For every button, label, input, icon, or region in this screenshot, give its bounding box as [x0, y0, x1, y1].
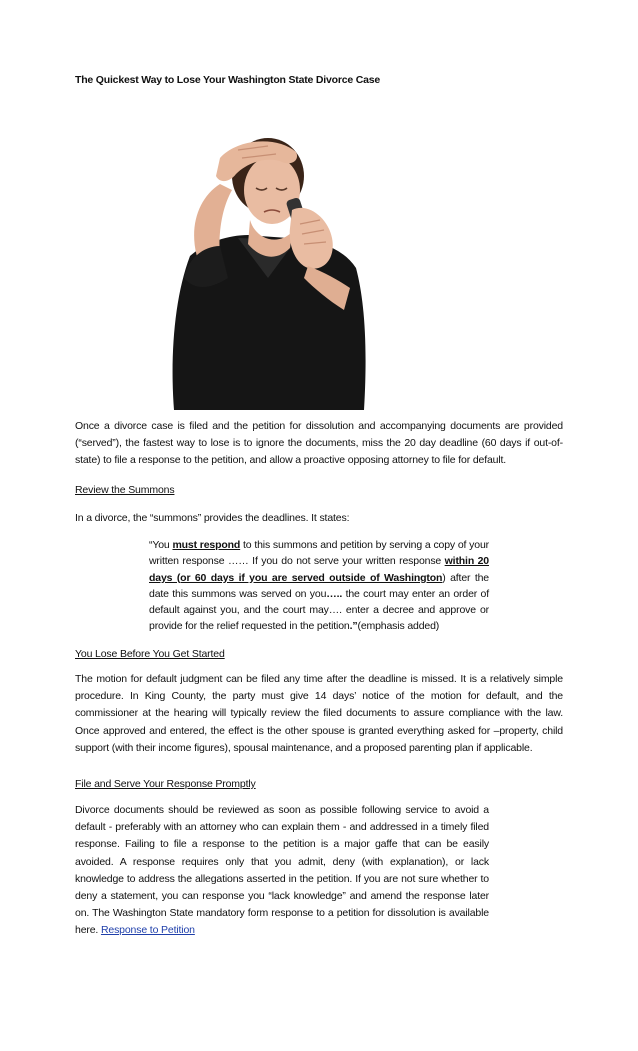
- quote-emphasis-deadline: within 20 days (or 60 days if you are served outside of Washington: [149, 555, 489, 584]
- response-to-petition-link[interactable]: Response to Petition: [100, 924, 195, 937]
- stressed-man-on-phone-photo: [168, 128, 373, 410]
- summons-lead-text: In a divorce, the “summons” provides the deadlines. It states:: [75, 512, 350, 524]
- quote-text: the court may enter an order of default against you, and the court may…. enter a decree and approve or provide for the relief requested in the petition: [149, 587, 490, 633]
- quote-text: “You: [149, 539, 173, 551]
- quote-emphasis-ellipsis: …..: [326, 587, 343, 600]
- summons-quote: [149, 537, 489, 635]
- file-response-paragraph: [75, 802, 489, 940]
- file-response-text: Divorce documents should be reviewed as soon as possible following service to avoid a default - preferably with an attorney who can explain them - and addressed in a timely filed response. Failing to file a response to the petition is a major gaffe that can be easily avoided. A response requires only that you admit, deny (with explanation), or lack knowledge to address the allegations asserted in the petition. If you are not sure whether to deny a statement, you can response you “lack knowledge” and amend the response later on. The Washington State mandatory form response to a petition for dissolution is available here.: [75, 804, 489, 937]
- quote-text: (emphasis added): [357, 620, 440, 633]
- quote-text: to this summons and petition by serving a copy of your written response …… If you do not serve your written response: [149, 539, 489, 568]
- section-heading-lose-before-start: You Lose Before You Get Started: [75, 648, 225, 660]
- document-title: The Quickest Way to Lose Your Washington State Divorce Case: [75, 74, 381, 86]
- section-heading-review-summons: Review the Summons: [75, 484, 175, 496]
- quote-emphasis-close: .”: [349, 620, 358, 633]
- section-heading-file-serve: File and Serve Your Response Promptly: [75, 778, 256, 790]
- default-judgment-paragraph: The motion for default judgment can be filed any time after the deadline is missed. It is a relatively simple procedure. In King County, the party must give 14 days’ notice of the motion for default, and the commissioner at the hearing will typically review the filed documents to assure compliance with the law. Once approved and entered, the effect is the other spouse is granted everything asked for –property, child support (with their income figures), spousal maintenance, and a proposed parenting plan if applicable.: [75, 673, 563, 754]
- intro-paragraph: Once a divorce case is filed and the petition for dissolution and accompanying documents are provided (“served”), the fastest way to lose is to ignore the documents, miss the 20 day deadline (60 days if out-of-state) to file a response to the petition, and allow a proactive opposing attorney to file for default.: [75, 420, 563, 467]
- quote-text: ) after the date this summons was served on you: [149, 571, 489, 600]
- quote-emphasis-must-respond: must respond: [172, 539, 241, 551]
